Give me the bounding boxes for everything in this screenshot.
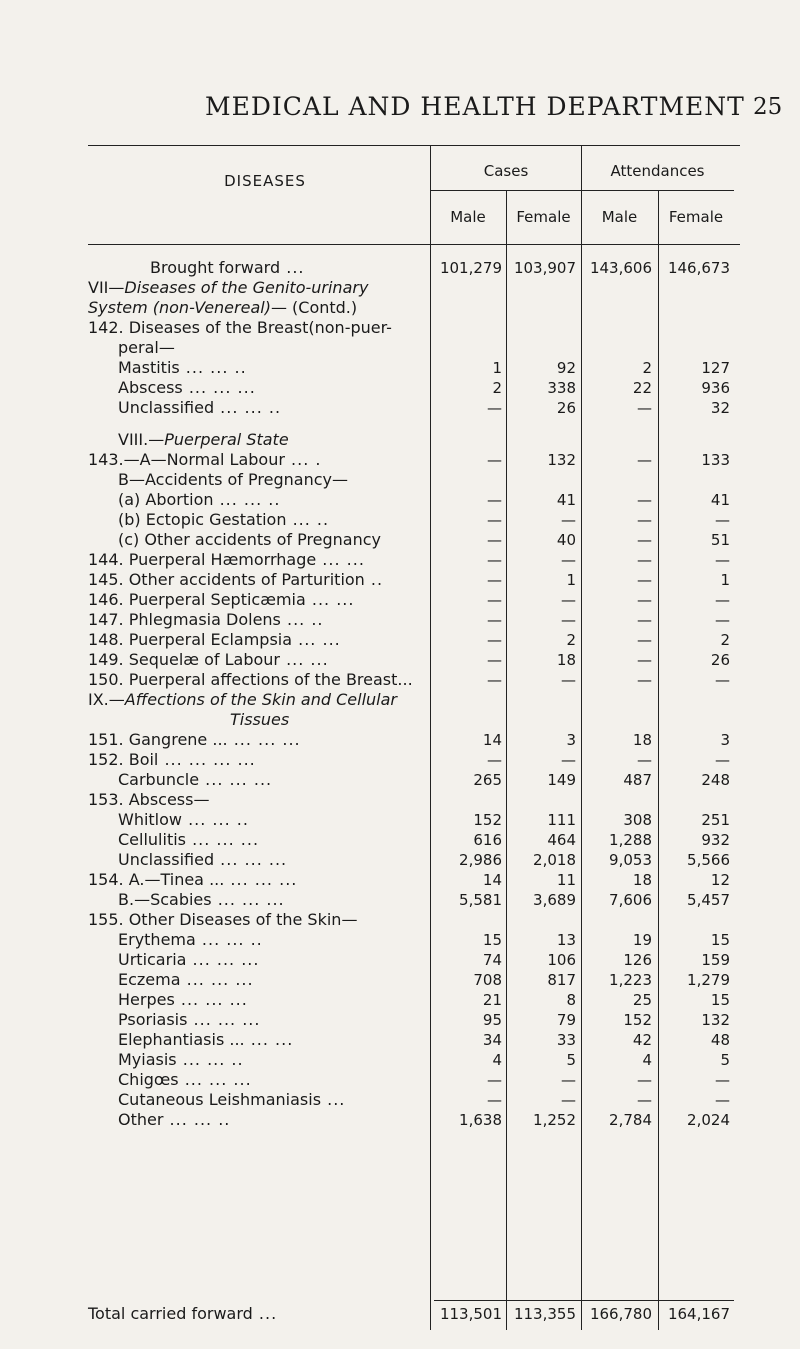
table-cell-value: — bbox=[637, 751, 652, 769]
row-label bbox=[118, 950, 259, 970]
leader-dots: ... ... ... bbox=[174, 990, 248, 1009]
page-number: 25 bbox=[753, 94, 783, 120]
table-cell-value: — bbox=[487, 571, 502, 589]
table-cell-value: 3 bbox=[720, 731, 730, 749]
table-cell-value: — bbox=[637, 491, 652, 509]
table-cell-value: — bbox=[637, 611, 652, 629]
table-cell-value: — bbox=[637, 631, 652, 649]
row-label-text: 146. Puerperal Septicæmia bbox=[88, 590, 306, 609]
table-cell-value: 79 bbox=[556, 1011, 576, 1029]
row-label-text: 154. A.—Tinea ... bbox=[88, 870, 225, 889]
table-cell-value: 251 bbox=[701, 811, 730, 829]
table-cell-value: 164,167 bbox=[667, 1305, 730, 1323]
table-cell-value: 817 bbox=[547, 971, 576, 989]
table-cell-value: 2 bbox=[642, 359, 652, 377]
row-label-text: Myiasis bbox=[118, 1050, 177, 1069]
table-cell-value: 106 bbox=[547, 951, 576, 969]
table-top-rule bbox=[88, 145, 740, 146]
leader-dots: ... ... bbox=[244, 1030, 294, 1049]
row-label-text: Carbuncle bbox=[118, 770, 200, 789]
table-cell-value: 1,223 bbox=[609, 971, 652, 989]
table-cell-value: 14 bbox=[482, 871, 502, 889]
table-cell-value: 132 bbox=[547, 451, 576, 469]
table-cell-value: 5,581 bbox=[459, 891, 502, 909]
table-cell-value: — bbox=[561, 1071, 576, 1089]
row-label bbox=[118, 1090, 345, 1110]
table-cell-value: 487 bbox=[623, 771, 652, 789]
table-cell-value: — bbox=[637, 551, 652, 569]
table-cell-value: 2 bbox=[566, 631, 576, 649]
row-label-text: 142. Diseases of the Breast(non-puer- bbox=[88, 318, 392, 337]
table-cell-value: 143,606 bbox=[589, 259, 652, 277]
table-cell-value: — bbox=[487, 651, 502, 669]
row-label bbox=[88, 278, 368, 298]
table-cell-value: 25 bbox=[632, 991, 652, 1009]
table-cell-value: — bbox=[561, 751, 576, 769]
table-cell-value: — bbox=[561, 1091, 576, 1109]
table-cell-value: 149 bbox=[547, 771, 576, 789]
row-label bbox=[118, 970, 254, 990]
row-label-text: 151. Gangrene ... bbox=[88, 730, 228, 749]
cases-male-header: Male bbox=[450, 208, 486, 226]
row-label-text: Psoriasis bbox=[118, 1010, 188, 1029]
row-label-text: 155. Other Diseases of the Skin— bbox=[88, 910, 358, 929]
row-label-text: peral— bbox=[118, 338, 175, 357]
leader-dots: ... ... .. bbox=[182, 810, 249, 829]
table-cell-value: — bbox=[487, 1091, 502, 1109]
cases-header: Cases bbox=[483, 162, 529, 180]
leader-dots: ... ... ... bbox=[224, 870, 298, 889]
row-label-text: 149. Sequelæ of Labour bbox=[88, 650, 280, 669]
table-cell-value: 308 bbox=[623, 811, 652, 829]
row-label bbox=[88, 590, 354, 610]
table-cell-value: — bbox=[637, 651, 652, 669]
leader-dots: ... ... ... ... bbox=[158, 750, 256, 769]
table-cell-value: 3 bbox=[566, 731, 576, 749]
row-label bbox=[88, 790, 209, 810]
table-cell-value: — bbox=[487, 611, 502, 629]
row-label bbox=[118, 358, 247, 378]
row-label bbox=[88, 550, 365, 570]
total-top-rule bbox=[434, 1300, 734, 1301]
row-label-text: Herpes bbox=[118, 990, 175, 1009]
row-label-text: (b) Ectopic Gestation bbox=[118, 510, 287, 529]
table-cell-value: — bbox=[637, 399, 652, 417]
leader-dots: ... bbox=[321, 1090, 346, 1109]
row-label-text: Erythema bbox=[118, 930, 196, 949]
row-label bbox=[88, 318, 392, 338]
table-cell-value: 18 bbox=[632, 871, 652, 889]
table-cell-value: 15 bbox=[710, 991, 730, 1009]
table-cell-value: 5,457 bbox=[687, 891, 730, 909]
leader-dots: ... ... .. bbox=[214, 398, 282, 417]
table-cell-value: 9,053 bbox=[609, 851, 652, 869]
table-cell-value: — bbox=[487, 551, 502, 569]
leader-dots: ... ... .. bbox=[195, 930, 263, 949]
leader-dots: ... ... ... bbox=[227, 730, 301, 749]
row-label bbox=[88, 730, 301, 750]
table-cell-value: 51 bbox=[710, 531, 730, 549]
row-label-text: Other bbox=[118, 1110, 164, 1129]
column-divider bbox=[658, 190, 659, 1330]
row-label bbox=[118, 338, 175, 358]
attendances-female-header: Female bbox=[668, 208, 724, 226]
table-cell-value: — bbox=[561, 551, 576, 569]
row-label-italic: Puerperal State bbox=[164, 430, 289, 449]
table-cell-value: 7,606 bbox=[609, 891, 652, 909]
row-label-italic: Affections of the Skin and Cellular bbox=[124, 690, 397, 709]
table-cell-value: 708 bbox=[473, 971, 502, 989]
table-cell-value: — bbox=[487, 399, 502, 417]
row-label bbox=[88, 650, 329, 670]
row-label-text: 153. Abscess— bbox=[88, 790, 210, 809]
row-label-text: Cellulitis bbox=[118, 830, 186, 849]
leader-dots: ... ... .. bbox=[213, 490, 281, 509]
row-label-text: Total carried forward bbox=[88, 1304, 253, 1323]
attendances-header: Attendances bbox=[610, 162, 705, 180]
row-label bbox=[118, 770, 272, 790]
row-label bbox=[118, 490, 280, 510]
row-label bbox=[118, 430, 289, 450]
table-cell-value: 127 bbox=[701, 359, 730, 377]
table-cell-value: 26 bbox=[710, 651, 730, 669]
leader-dots: ... ... bbox=[292, 630, 341, 649]
row-label bbox=[118, 1110, 230, 1130]
row-label-text: (a) Abortion bbox=[118, 490, 214, 509]
table-cell-value: — bbox=[561, 591, 576, 609]
row-label bbox=[230, 710, 289, 730]
leader-dots: ... ... ... bbox=[199, 770, 273, 789]
running-title: MEDICAL AND HEALTH DEPARTMENT bbox=[205, 92, 745, 121]
row-label-text: Abscess bbox=[118, 378, 183, 397]
table-cell-value: — bbox=[715, 551, 730, 569]
table-cell-value: — bbox=[637, 591, 652, 609]
row-label-text: Urticaria bbox=[118, 950, 187, 969]
table-cell-value: 111 bbox=[547, 811, 576, 829]
leader-dots: ... ... ... bbox=[180, 970, 254, 989]
table-cell-value: — bbox=[561, 511, 576, 529]
table-cell-value: 464 bbox=[547, 831, 576, 849]
table-cell-value: — bbox=[637, 671, 652, 689]
row-label-text: Chigœs bbox=[118, 1070, 179, 1089]
table-cell-value: 126 bbox=[623, 951, 652, 969]
leader-dots: ... ... ... bbox=[187, 1010, 261, 1029]
row-label bbox=[118, 398, 281, 418]
table-cell-value: 13 bbox=[556, 931, 576, 949]
row-label bbox=[118, 1030, 293, 1050]
table-cell-value: 1,288 bbox=[609, 831, 652, 849]
table-cell-value: — bbox=[637, 451, 652, 469]
row-label-text: Unclassified bbox=[118, 398, 215, 417]
table-cell-value: 11 bbox=[556, 871, 576, 889]
table-cell-value: — bbox=[715, 1071, 730, 1089]
row-label-text: 150. Puerperal affections of the Breast... bbox=[88, 670, 413, 689]
row-label-text: 143.—A—Normal Labour bbox=[88, 450, 285, 469]
row-label bbox=[88, 1304, 277, 1324]
table-cell-value: 26 bbox=[556, 399, 576, 417]
table-cell-value: 14 bbox=[482, 731, 502, 749]
row-label-text: Elephantiasis ... bbox=[118, 1030, 245, 1049]
table-cell-value: — bbox=[715, 751, 730, 769]
row-label bbox=[118, 890, 285, 910]
table-cell-value: 932 bbox=[701, 831, 730, 849]
table-cell-value: 113,355 bbox=[513, 1305, 576, 1323]
table-cell-value: — bbox=[637, 1071, 652, 1089]
row-label bbox=[118, 930, 263, 950]
table-cell-value: 2,018 bbox=[533, 851, 576, 869]
table-cell-value: 5 bbox=[566, 1051, 576, 1069]
leader-dots: ... ... bbox=[305, 590, 355, 609]
leader-dots: ... ... ... bbox=[211, 890, 285, 909]
leader-dots: ... ... ... bbox=[182, 378, 256, 397]
table-cell-value: — bbox=[487, 751, 502, 769]
table-cell-value: — bbox=[487, 531, 502, 549]
table-cell-value: 101,279 bbox=[439, 259, 502, 277]
row-label-text: 145. Other accidents of Parturition bbox=[88, 570, 365, 589]
table-cell-value: 34 bbox=[482, 1031, 502, 1049]
row-label-text: 144. Puerperal Hæmorrhage bbox=[88, 550, 317, 569]
table-cell-value: 616 bbox=[473, 831, 502, 849]
table-cell-value: — bbox=[487, 511, 502, 529]
row-label-text: 147. Phlegmasia Dolens bbox=[88, 610, 281, 629]
row-label-text: 148. Puerperal Eclampsia bbox=[88, 630, 293, 649]
table-cell-value: 1,252 bbox=[533, 1111, 576, 1129]
cases-female-header: Female bbox=[516, 208, 571, 226]
table-cell-value: 5,566 bbox=[687, 851, 730, 869]
table-cell-value: 936 bbox=[701, 379, 730, 397]
table-cell-value: 41 bbox=[710, 491, 730, 509]
table-cell-value: 133 bbox=[701, 451, 730, 469]
row-label-text: (c) Other accidents of Pregnancy bbox=[118, 530, 382, 549]
table-cell-value: — bbox=[487, 1071, 502, 1089]
leader-dots: ... bbox=[280, 258, 305, 277]
row-label bbox=[88, 690, 397, 710]
table-cell-value: — bbox=[715, 611, 730, 629]
row-label bbox=[118, 990, 248, 1010]
table-cell-value: 132 bbox=[701, 1011, 730, 1029]
leader-dots: ... ... ... bbox=[186, 830, 260, 849]
table-cell-value: — bbox=[561, 611, 576, 629]
table-cell-value: 2,024 bbox=[687, 1111, 730, 1129]
row-label bbox=[118, 810, 249, 830]
table-cell-value: 338 bbox=[547, 379, 576, 397]
leader-dots: ... ... .. bbox=[176, 1050, 244, 1069]
table-cell-value: 3,689 bbox=[533, 891, 576, 909]
table-cell-value: 18 bbox=[632, 731, 652, 749]
leader-dots: ... ... bbox=[316, 550, 365, 569]
row-label bbox=[118, 1050, 244, 1070]
row-label bbox=[118, 850, 287, 870]
row-label-text: VII— bbox=[88, 278, 125, 297]
row-label-italic: System (non-Venereal) bbox=[88, 298, 271, 317]
row-label bbox=[88, 670, 413, 690]
row-label-italic: Tissues bbox=[230, 710, 290, 729]
row-label bbox=[88, 910, 357, 930]
table-cell-value: — bbox=[561, 671, 576, 689]
row-label-text: VIII.— bbox=[118, 430, 165, 449]
row-label-text: Eczema bbox=[118, 970, 181, 989]
table-cell-value: 32 bbox=[710, 399, 730, 417]
page-header bbox=[0, 92, 800, 132]
row-label-text: Brought forward bbox=[150, 258, 281, 277]
table-cell-value: 4 bbox=[492, 1051, 502, 1069]
table-cell-value: — bbox=[637, 511, 652, 529]
table-cell-value: 146,673 bbox=[667, 259, 730, 277]
table-cell-value: 22 bbox=[632, 379, 652, 397]
table-cell-value: 21 bbox=[482, 991, 502, 1009]
table-cell-value: 41 bbox=[556, 491, 576, 509]
row-label bbox=[150, 258, 304, 278]
row-label bbox=[88, 750, 256, 770]
leader-dots: ... ... ... bbox=[214, 850, 288, 869]
table-cell-value: 1,638 bbox=[459, 1111, 502, 1129]
table-cell-value: — bbox=[715, 1091, 730, 1109]
table-cell-value: 4 bbox=[642, 1051, 652, 1069]
table-cell-value: 248 bbox=[701, 771, 730, 789]
table-cell-value: 18 bbox=[556, 651, 576, 669]
table-cell-value: 103,907 bbox=[513, 259, 576, 277]
table-cell-value: 1 bbox=[720, 571, 730, 589]
row-label bbox=[88, 610, 324, 630]
table-cell-value: — bbox=[487, 491, 502, 509]
leader-dots: ... .. bbox=[286, 510, 330, 529]
leader-dots: ... . bbox=[284, 450, 322, 469]
leader-dots: ... ... .. bbox=[163, 1110, 231, 1129]
table-cell-value: — bbox=[637, 531, 652, 549]
column-divider bbox=[430, 145, 431, 1330]
leader-dots: ... ... .. bbox=[179, 358, 247, 377]
table-cell-value: 2,986 bbox=[459, 851, 502, 869]
table-cell-value: — bbox=[487, 671, 502, 689]
diseases-header: DISEASES bbox=[224, 172, 306, 190]
leader-dots: ... ... bbox=[279, 650, 329, 669]
row-label-text: Cutaneous Leishmaniasis bbox=[118, 1090, 322, 1109]
table-cell-value: 40 bbox=[556, 531, 576, 549]
table-cell-value: — bbox=[715, 671, 730, 689]
table-cell-value: 42 bbox=[632, 1031, 652, 1049]
table-cell-value: 2,784 bbox=[609, 1111, 652, 1129]
row-label bbox=[118, 470, 348, 490]
table-cell-value: 8 bbox=[566, 991, 576, 1009]
table-cell-value: — bbox=[715, 591, 730, 609]
table-cell-value: 159 bbox=[701, 951, 730, 969]
table-cell-value: 152 bbox=[473, 811, 502, 829]
row-label bbox=[118, 1010, 260, 1030]
table-cell-value: — bbox=[487, 631, 502, 649]
row-label-text: B—Accidents of Pregnancy— bbox=[118, 470, 348, 489]
row-label bbox=[118, 830, 259, 850]
table-cell-value: — bbox=[487, 451, 502, 469]
table-cell-value: 265 bbox=[473, 771, 502, 789]
leader-dots: ... ... ... bbox=[186, 950, 260, 969]
row-label-text: Mastitis bbox=[118, 358, 180, 377]
leader-dots: ... bbox=[252, 1304, 278, 1323]
row-label-italic: Diseases of the Genito-urinary bbox=[124, 278, 369, 297]
table-cell-value: 2 bbox=[720, 631, 730, 649]
row-label-text: 152. Boil bbox=[88, 750, 159, 769]
row-label bbox=[118, 1070, 252, 1090]
table-cell-value: — bbox=[487, 591, 502, 609]
table-cell-value: 2 bbox=[492, 379, 502, 397]
row-label-text: IX.— bbox=[88, 690, 125, 709]
table-cell-value: 15 bbox=[482, 931, 502, 949]
table-cell-value: — bbox=[715, 511, 730, 529]
attendances-male-header: Male bbox=[601, 208, 638, 226]
row-label bbox=[118, 530, 381, 550]
table-cell-value: 1,279 bbox=[687, 971, 730, 989]
table-cell-value: — bbox=[637, 1091, 652, 1109]
table-cell-value: 113,501 bbox=[439, 1305, 502, 1323]
row-label-text: B.—Scabies bbox=[118, 890, 212, 909]
row-label bbox=[88, 630, 341, 650]
leader-dots: .. bbox=[364, 570, 384, 589]
table-cell-value: 92 bbox=[556, 359, 576, 377]
row-label bbox=[88, 870, 297, 890]
row-label bbox=[118, 510, 329, 530]
table-cell-value: 33 bbox=[556, 1031, 576, 1049]
table-cell-value: 15 bbox=[710, 931, 730, 949]
row-label bbox=[88, 298, 357, 318]
table-cell-value: 152 bbox=[623, 1011, 652, 1029]
row-label-text: Unclassified bbox=[118, 850, 215, 869]
table-cell-value: 1 bbox=[566, 571, 576, 589]
table-cell-value: 19 bbox=[632, 931, 652, 949]
row-label bbox=[88, 570, 383, 590]
header-bottom-rule bbox=[88, 244, 740, 245]
table-cell-value: 1 bbox=[492, 359, 502, 377]
row-label bbox=[88, 450, 321, 470]
table-cell-value: 74 bbox=[482, 951, 502, 969]
leader-dots: ... .. bbox=[280, 610, 324, 629]
row-label bbox=[118, 378, 256, 398]
table-cell-value: 95 bbox=[482, 1011, 502, 1029]
row-label-tail: — (Contd.) bbox=[270, 298, 358, 317]
table-cell-value: 166,780 bbox=[589, 1305, 652, 1323]
table-cell-value: 5 bbox=[720, 1051, 730, 1069]
leader-dots: ... ... ... bbox=[178, 1070, 252, 1089]
table-cell-value: 48 bbox=[710, 1031, 730, 1049]
table-cell-value: 12 bbox=[710, 871, 730, 889]
table-cell-value: — bbox=[637, 571, 652, 589]
cases-subheader-rule bbox=[430, 190, 734, 191]
row-label-text: Whitlow bbox=[118, 810, 182, 829]
